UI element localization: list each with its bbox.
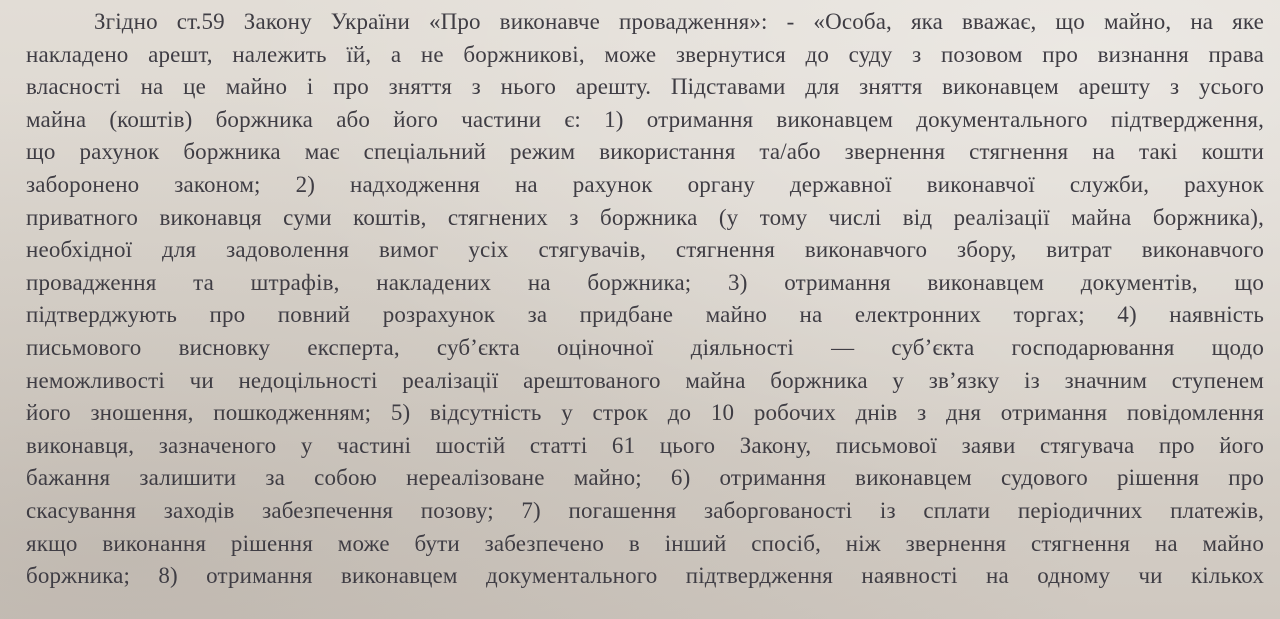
text-line: письмового висновку експерта, суб’єкта оціночної діяльності — суб’єкта господарювання щодо bbox=[26, 334, 1264, 360]
text-line: що рахунок боржника має спеціальний режим використання та/або звернення стягнення на такі кошти bbox=[26, 139, 1264, 165]
text-line: виконавця, зазначеного у частині шостій статті 61 цього Закону, письмової заяви стягувача про його bbox=[26, 432, 1264, 458]
text-line: скасування заходів забезпечення позову; 7) погашення заборгованості із сплати періодичних платежів, bbox=[26, 497, 1264, 523]
text-line: його зношення, пошкодженням; 5) відсутність у строк до 10 робочих днів з дня отримання повідомлення bbox=[26, 400, 1264, 426]
text-line: провадження та штрафів, накладених на боржника; 3) отримання виконавцем документів, що bbox=[26, 269, 1264, 295]
text-line: накладено арешт, належить їй, а не боржникові, може звернутися до суду з позовом про визнання права bbox=[26, 41, 1264, 67]
text-line: бажання залишити за собою нереалізоване майно; 6) отримання виконавцем судового рішення про bbox=[26, 465, 1264, 491]
text-line: Згідно ст.59 Закону України «Про виконавче провадження»: - «Особа, яка вважає, що майно, на яке bbox=[94, 9, 1264, 34]
text-line: підтверджують про повний розрахунок за придбане майно на електронних торгах; 4) наявність bbox=[26, 302, 1264, 328]
legal-text-paragraph bbox=[26, 6, 1264, 593]
text-line: неможливості чи недоцільності реалізації арештованого майна боржника у зв’язку із значним ступенем bbox=[26, 367, 1264, 393]
text-line: боржника; 8) отримання виконавцем документального підтвердження наявності на одному чи кількох bbox=[26, 563, 1264, 589]
text-line: заборонено законом; 2) надходження на рахунок органу державної виконавчої служби, рахунок bbox=[26, 171, 1264, 197]
text-line: необхідної для задоволення вимог усіх стягувачів, стягнення виконавчого збору, витрат виконавчого bbox=[26, 237, 1264, 263]
text-line: майна (коштів) боржника або його частини є: 1) отримання виконавцем документального підтвердження, bbox=[26, 106, 1264, 132]
text-line: якщо виконання рішення може бути забезпечено в інший спосіб, ніж звернення стягнення на майно bbox=[26, 530, 1264, 556]
text-line: приватного виконавця суми коштів, стягнених з боржника (у тому числі від реалізації майна боржника), bbox=[26, 204, 1264, 230]
text-line: власності на це майно і про зняття з нього арешту. Підставами для зняття виконавцем арешту з усього bbox=[26, 74, 1264, 100]
